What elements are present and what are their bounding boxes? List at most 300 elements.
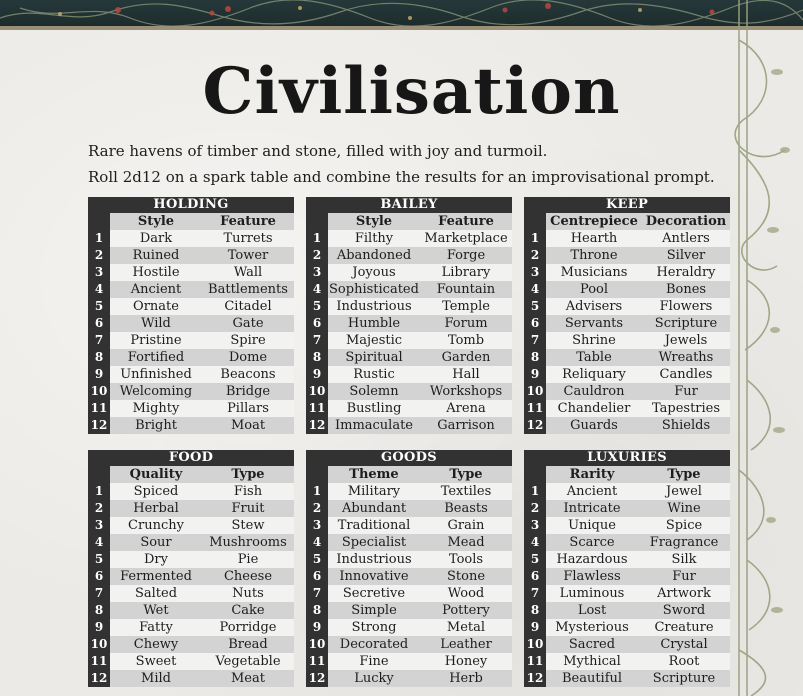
column-header-row — [88, 466, 294, 483]
table-row — [306, 602, 512, 619]
row-number: 4 — [524, 281, 546, 298]
table-cell: Filthy — [328, 230, 420, 247]
table-row — [524, 247, 730, 264]
table-row — [88, 281, 294, 298]
table-row — [88, 551, 294, 568]
table-row — [524, 349, 730, 366]
table-row — [306, 568, 512, 585]
table-cell: Forum — [420, 315, 512, 332]
table-cell: Mythical — [546, 653, 638, 670]
table-cell: Stew — [202, 517, 294, 534]
table-cell: Specialist — [328, 534, 420, 551]
row-number: 5 — [306, 551, 328, 568]
row-number: 5 — [88, 298, 110, 315]
table-cell: Sophisticated — [329, 282, 419, 297]
row-number: 4 — [88, 281, 110, 298]
table-cell: Secretive — [328, 585, 420, 602]
table-cell: Welcoming — [110, 383, 202, 400]
spark-table-holding — [88, 197, 294, 434]
table-cell: Chewy — [110, 636, 202, 653]
table-cell: Fountain — [420, 281, 512, 298]
table-cell: Scarce — [546, 534, 638, 551]
table-row — [306, 298, 512, 315]
table-cell: Industrious — [328, 298, 420, 315]
row-number: 9 — [306, 366, 328, 383]
row-number: 3 — [306, 517, 328, 534]
row-number: 6 — [524, 315, 546, 332]
table-cell: Simple — [328, 602, 420, 619]
table-cell: Throne — [546, 247, 642, 264]
table-cell: Root — [638, 653, 730, 670]
column-header-row — [524, 213, 730, 230]
table-cell: Tapestries — [642, 400, 730, 417]
table-cell: Textiles — [420, 483, 512, 500]
table-cell: Lucky — [328, 670, 420, 687]
column-header: Type — [202, 466, 294, 483]
table-cell: Forge — [420, 247, 512, 264]
table-row — [88, 534, 294, 551]
row-number: 10 — [306, 383, 328, 400]
row-number: 10 — [306, 636, 328, 653]
column-header: Style — [110, 213, 202, 230]
table-row — [524, 366, 730, 383]
table-cell: Wall — [202, 264, 294, 281]
row-number: 12 — [524, 670, 546, 687]
row-number: 9 — [88, 366, 110, 383]
table-row — [524, 619, 730, 636]
table-cell: Creature — [638, 619, 730, 636]
row-number-header — [306, 213, 328, 230]
table-cell: Herbal — [110, 500, 202, 517]
table-cell: Fur — [638, 568, 730, 585]
table-cell: Herb — [420, 670, 512, 687]
table-cell: Fortified — [110, 349, 202, 366]
table-cell: Cauldron — [546, 383, 642, 400]
row-number: 4 — [306, 534, 328, 551]
table-cell: Fermented — [110, 568, 202, 585]
table-title: HOLDING — [88, 197, 294, 213]
table-row — [524, 636, 730, 653]
table-cell: Heraldry — [642, 264, 730, 281]
table-row — [88, 653, 294, 670]
table-cell: Wild — [110, 315, 202, 332]
table-cell: Advisers — [546, 298, 642, 315]
row-number-header — [524, 213, 546, 230]
row-number: 2 — [88, 247, 110, 264]
table-row — [524, 670, 730, 687]
table-cell: Pillars — [202, 400, 294, 417]
table-cell: Hazardous — [546, 551, 638, 568]
table-cell: Beacons — [202, 366, 294, 383]
table-cell: Nuts — [202, 585, 294, 602]
table-title: KEEP — [524, 197, 730, 213]
row-number: 4 — [88, 534, 110, 551]
table-row — [306, 281, 512, 298]
row-number: 1 — [524, 483, 546, 500]
table-cell: Hall — [420, 366, 512, 383]
table-cell: Turrets — [202, 230, 294, 247]
table-cell: Stone — [420, 568, 512, 585]
row-number: 9 — [524, 366, 546, 383]
row-number: 10 — [88, 383, 110, 400]
table-cell: Antlers — [642, 230, 730, 247]
row-number: 4 — [306, 281, 328, 298]
table-row — [306, 332, 512, 349]
table-cell: Servants — [546, 315, 642, 332]
column-header: Style — [328, 213, 420, 230]
table-row — [306, 534, 512, 551]
row-number: 11 — [524, 653, 546, 670]
table-cell: Flowers — [642, 298, 730, 315]
column-header: Type — [638, 466, 730, 483]
table-title: LUXURIES — [524, 450, 730, 466]
table-cell: Sweet — [110, 653, 202, 670]
table-row — [306, 619, 512, 636]
row-number: 7 — [306, 332, 328, 349]
table-cell: Intricate — [546, 500, 638, 517]
row-number: 12 — [524, 417, 546, 434]
table-row — [88, 315, 294, 332]
table-cell: Industrious — [328, 551, 420, 568]
row-number: 11 — [88, 653, 110, 670]
row-number: 1 — [524, 230, 546, 247]
row-number: 1 — [306, 230, 328, 247]
row-number: 7 — [524, 585, 546, 602]
table-cell: Jewel — [638, 483, 730, 500]
table-row — [306, 349, 512, 366]
row-number: 7 — [88, 585, 110, 602]
table-cell: Ancient — [110, 281, 202, 298]
table-cell: Pie — [202, 551, 294, 568]
row-number: 11 — [88, 400, 110, 417]
table-cell: Scripture — [642, 315, 730, 332]
row-number: 7 — [524, 332, 546, 349]
table-cell: Majestic — [328, 332, 420, 349]
table-cell: Unfinished — [110, 366, 202, 383]
row-number: 1 — [88, 483, 110, 500]
table-cell: Decorated — [328, 636, 420, 653]
row-number: 8 — [524, 602, 546, 619]
table-cell: Temple — [420, 298, 512, 315]
table-cell: Grain — [420, 517, 512, 534]
table-cell: Spire — [202, 332, 294, 349]
table-row — [524, 281, 730, 298]
row-number: 9 — [524, 619, 546, 636]
row-number: 7 — [306, 585, 328, 602]
column-header: Feature — [420, 213, 512, 230]
table-cell: Ancient — [546, 483, 638, 500]
table-cell: Hostile — [110, 264, 202, 281]
table-title: BAILEY — [306, 197, 512, 213]
table-row — [88, 298, 294, 315]
table-cell: Garrison — [420, 417, 512, 434]
row-number: 8 — [306, 602, 328, 619]
table-row — [306, 366, 512, 383]
table-row — [88, 230, 294, 247]
table-cell: Shrine — [546, 332, 642, 349]
table-row — [524, 332, 730, 349]
table-cell: Crunchy — [110, 517, 202, 534]
row-number: 10 — [524, 636, 546, 653]
ornamental-top-border — [0, 0, 803, 30]
table-row — [524, 653, 730, 670]
table-row — [88, 500, 294, 517]
table-row — [306, 500, 512, 517]
table-row — [88, 366, 294, 383]
table-title: FOOD — [88, 450, 294, 466]
table-row — [306, 483, 512, 500]
column-header: Theme — [328, 466, 420, 483]
page-title: Civilisation — [202, 54, 621, 129]
table-cell: Pool — [546, 281, 642, 298]
table-cell: Pristine — [110, 332, 202, 349]
table-row — [306, 230, 512, 247]
row-number: 11 — [306, 400, 328, 417]
row-number-header — [524, 466, 546, 483]
table-cell: Traditional — [328, 517, 420, 534]
table-cell: Bustling — [328, 400, 420, 417]
table-cell: Mild — [110, 670, 202, 687]
table-cell: Flawless — [546, 568, 638, 585]
table-row — [524, 551, 730, 568]
table-cell: Battlements — [202, 281, 294, 298]
table-cell: Artwork — [638, 585, 730, 602]
table-cell: Humble — [328, 315, 420, 332]
table-cell: Bright — [110, 417, 202, 434]
table-row — [524, 602, 730, 619]
row-number: 8 — [524, 349, 546, 366]
column-header: Decoration — [642, 213, 730, 230]
spark-table-goods — [306, 450, 512, 687]
border-trim — [0, 26, 803, 30]
row-number-header — [306, 466, 328, 483]
table-cell: Fatty — [110, 619, 202, 636]
table-cell: Strong — [328, 619, 420, 636]
table-cell: Workshops — [420, 383, 512, 400]
row-number: 11 — [524, 400, 546, 417]
table-cell: Mighty — [110, 400, 202, 417]
column-header: Feature — [202, 213, 294, 230]
table-row — [524, 585, 730, 602]
row-number: 6 — [306, 568, 328, 585]
table-cell: Fish — [202, 483, 294, 500]
column-header-row — [88, 213, 294, 230]
table-row — [88, 619, 294, 636]
row-number: 12 — [88, 670, 110, 687]
table-cell: Lost — [546, 602, 638, 619]
table-row — [306, 417, 512, 434]
table-cell: Candles — [642, 366, 730, 383]
table-cell: Silver — [642, 247, 730, 264]
row-number: 8 — [306, 349, 328, 366]
row-number: 5 — [524, 551, 546, 568]
spark-table-food — [88, 450, 294, 687]
table-cell: Mysterious — [546, 619, 638, 636]
table-row — [306, 636, 512, 653]
table-row — [306, 585, 512, 602]
row-number: 3 — [88, 264, 110, 281]
table-cell: Abundant — [328, 500, 420, 517]
row-number: 11 — [306, 653, 328, 670]
table-row — [524, 383, 730, 400]
table-cell: Pottery — [420, 602, 512, 619]
table-row — [88, 383, 294, 400]
column-header: Type — [420, 466, 512, 483]
table-cell: Bread — [202, 636, 294, 653]
table-cell: Spice — [638, 517, 730, 534]
row-number: 5 — [88, 551, 110, 568]
table-cell: Arena — [420, 400, 512, 417]
spark-table-luxuries — [524, 450, 730, 687]
table-row — [524, 500, 730, 517]
table-row — [88, 483, 294, 500]
table-row — [88, 349, 294, 366]
table-cell: Mushrooms — [202, 534, 294, 551]
table-cell: Tools — [420, 551, 512, 568]
row-number: 6 — [524, 568, 546, 585]
table-cell: Cheese — [202, 568, 294, 585]
intro-line-1: Rare havens of timber and stone, filled with joy and turmoil. — [88, 142, 548, 160]
table-row — [88, 670, 294, 687]
table-cell: Meat — [202, 670, 294, 687]
table-row — [88, 568, 294, 585]
table-cell: Silk — [638, 551, 730, 568]
table-row — [88, 585, 294, 602]
table-row — [524, 315, 730, 332]
table-cell: Fur — [642, 383, 730, 400]
table-cell: Tomb — [420, 332, 512, 349]
intro-line-2: Roll 2d12 on a spark table and combine the results for an improvisational prompt. — [88, 168, 715, 186]
table-cell: Crystal — [638, 636, 730, 653]
row-number: 12 — [306, 417, 328, 434]
row-number: 6 — [88, 315, 110, 332]
row-number: 8 — [88, 602, 110, 619]
table-row — [306, 264, 512, 281]
row-number: 12 — [306, 670, 328, 687]
table-cell: Guards — [546, 417, 642, 434]
table-cell: Immaculate — [328, 417, 420, 434]
table-row — [524, 483, 730, 500]
table-row — [306, 247, 512, 264]
table-row — [88, 332, 294, 349]
table-cell: Sword — [638, 602, 730, 619]
table-cell: Honey — [420, 653, 512, 670]
table-cell: Solemn — [328, 383, 420, 400]
row-number: 10 — [524, 383, 546, 400]
row-number: 3 — [88, 517, 110, 534]
table-cell: Innovative — [328, 568, 420, 585]
table-cell: Ruined — [110, 247, 202, 264]
table-row — [88, 417, 294, 434]
table-cell: Moat — [202, 417, 294, 434]
table-cell: Fine — [328, 653, 420, 670]
row-number: 5 — [524, 298, 546, 315]
table-cell: Joyous — [328, 264, 420, 281]
table-cell: Dark — [110, 230, 202, 247]
table-cell: Garden — [420, 349, 512, 366]
column-header: Quality — [110, 466, 202, 483]
table-cell: Mead — [420, 534, 512, 551]
table-cell: Salted — [110, 585, 202, 602]
row-number: 1 — [306, 483, 328, 500]
row-number: 2 — [88, 500, 110, 517]
table-cell: Dry — [110, 551, 202, 568]
table-cell: Beautiful — [546, 670, 638, 687]
row-number: 4 — [524, 534, 546, 551]
table-cell: Hearth — [546, 230, 642, 247]
column-header-row — [306, 466, 512, 483]
row-number: 1 — [88, 230, 110, 247]
table-row — [88, 602, 294, 619]
row-number: 6 — [88, 568, 110, 585]
table-row — [524, 264, 730, 281]
row-number: 2 — [524, 247, 546, 264]
spark-table-bailey — [306, 197, 512, 434]
table-cell: Metal — [420, 619, 512, 636]
table-cell: Citadel — [202, 298, 294, 315]
row-number: 3 — [306, 264, 328, 281]
table-cell: Ornate — [110, 298, 202, 315]
row-number-header — [88, 213, 110, 230]
row-number: 2 — [306, 247, 328, 264]
table-row — [524, 400, 730, 417]
table-row — [306, 653, 512, 670]
table-cell: Bridge — [202, 383, 294, 400]
table-cell: Spiced — [110, 483, 202, 500]
spark-table-keep — [524, 197, 730, 434]
row-number: 7 — [88, 332, 110, 349]
table-row — [306, 670, 512, 687]
column-header-row — [524, 466, 730, 483]
table-cell: Porridge — [202, 619, 294, 636]
table-cell: Bones — [642, 281, 730, 298]
column-header: Centrepiece — [546, 213, 642, 230]
table-cell: Reliquary — [546, 366, 642, 383]
table-cell: Table — [546, 349, 642, 366]
table-cell: Gate — [202, 315, 294, 332]
table-cell: Leather — [420, 636, 512, 653]
row-number: 6 — [306, 315, 328, 332]
column-header-row — [306, 213, 512, 230]
table-cell: Wood — [420, 585, 512, 602]
table-row — [524, 230, 730, 247]
table-row — [306, 551, 512, 568]
table-cell: Sacred — [546, 636, 638, 653]
table-cell: Shields — [642, 417, 730, 434]
table-row — [524, 298, 730, 315]
table-cell: Fruit — [202, 500, 294, 517]
table-cell: Tower — [202, 247, 294, 264]
row-number: 10 — [88, 636, 110, 653]
table-row — [524, 517, 730, 534]
table-cell: Sour — [110, 534, 202, 551]
table-row — [306, 383, 512, 400]
table-cell: Cake — [202, 602, 294, 619]
table-cell: Jewels — [642, 332, 730, 349]
row-number: 3 — [524, 264, 546, 281]
row-number: 2 — [306, 500, 328, 517]
row-number: 3 — [524, 517, 546, 534]
table-cell: Unique — [546, 517, 638, 534]
table-row — [524, 417, 730, 434]
table-row — [88, 247, 294, 264]
table-cell: Luminous — [546, 585, 638, 602]
table-cell: Abandoned — [328, 247, 420, 264]
table-row — [306, 400, 512, 417]
table-cell: Spiritual — [328, 349, 420, 366]
row-number: 12 — [88, 417, 110, 434]
table-cell: Military — [328, 483, 420, 500]
